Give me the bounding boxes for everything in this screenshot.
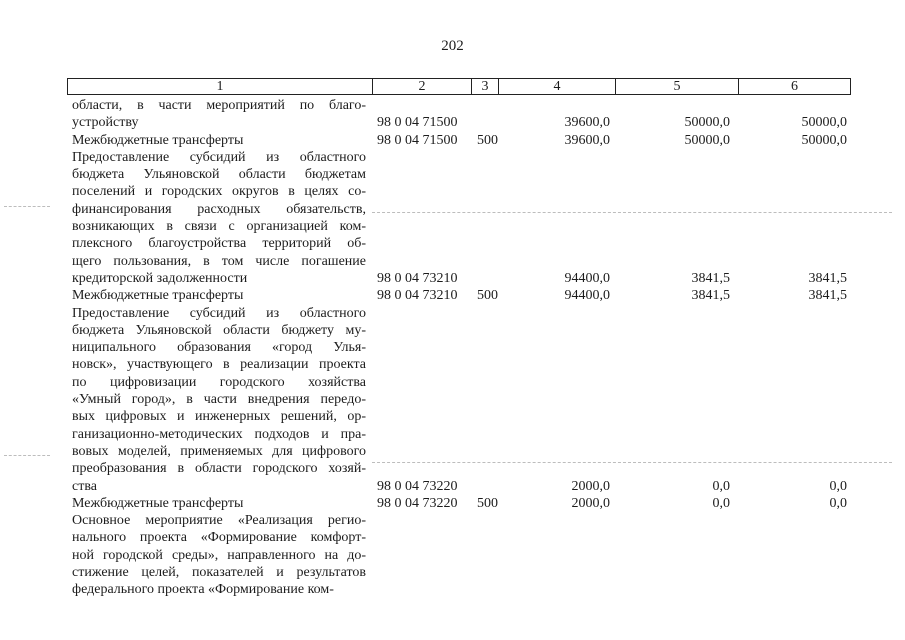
target-code: 98 0 04 73220	[377, 478, 458, 494]
target-code: 98 0 04 71500	[377, 115, 458, 131]
description-line: плексного благоустройства территорий об-	[72, 236, 366, 252]
amount-col-6: 0,0	[829, 478, 847, 494]
description-line: кредиторской задолженности	[72, 270, 248, 286]
scan-artifact-line	[372, 462, 892, 463]
amount-col-6: 50000,0	[801, 115, 847, 131]
description-line: устройству	[72, 115, 139, 131]
row-description	[72, 132, 366, 149]
row-description	[72, 287, 366, 304]
amount-col-4: 39600,0	[564, 132, 610, 148]
description-line: новск», участвующего в реализации проекта	[72, 357, 366, 373]
description-line: стижение целей, показателей и результатов	[72, 565, 366, 581]
description-line: Основное мероприятие «Реализация регио-	[72, 513, 366, 529]
description-line: Межбюджетные трансферты	[72, 132, 244, 148]
column-header-4: 4	[498, 79, 615, 94]
description-line: Межбюджетные трансферты	[72, 495, 244, 511]
column-header-3: 3	[471, 79, 498, 94]
amount-col-5: 50000,0	[684, 132, 730, 148]
description-line: Предоставление субсидий из областного	[72, 305, 366, 321]
row-description	[72, 512, 366, 598]
description-line: нального проекта «Формирование комфорт-	[72, 530, 366, 546]
table-header	[67, 78, 851, 95]
description-line: возникающих в связи с организацией ком-	[72, 219, 366, 235]
description-line: финансирования расходных обязательств,	[72, 201, 366, 217]
amount-col-4: 94400,0	[564, 270, 610, 286]
expense-type: 500	[477, 132, 498, 148]
page-number: 202	[441, 38, 464, 54]
target-code: 98 0 04 73210	[377, 270, 458, 286]
description-line: щего пользования, в том числе погашение	[72, 253, 366, 269]
description-line: Предоставление субсидий из областного	[72, 149, 366, 165]
amount-col-5: 0,0	[712, 495, 730, 511]
amount-col-5: 0,0	[712, 478, 730, 494]
description-line: бюджета Ульяновской области бюджетам	[72, 167, 366, 183]
amount-col-6: 0,0	[829, 495, 847, 511]
description-line: вых цифровых и инженерных решений, ор-	[72, 409, 366, 425]
amount-col-4: 94400,0	[564, 288, 610, 304]
amount-col-5: 50000,0	[684, 115, 730, 131]
description-line: преобразования в области городского хозяй-	[72, 461, 366, 477]
scan-artifact-line	[372, 212, 892, 213]
amount-col-6: 50000,0	[801, 132, 847, 148]
amount-col-4: 2000,0	[571, 495, 610, 511]
row-description	[72, 495, 366, 512]
amount-col-5: 3841,5	[691, 270, 730, 286]
description-line: ной городской среды», направленного на до-	[72, 547, 366, 563]
description-line: бюджета Ульяновской области бюджету му-	[72, 322, 366, 338]
description-line: вовых моделей, применяемых для цифрового	[72, 443, 366, 459]
scan-artifact-margin	[4, 455, 50, 456]
amount-col-4: 39600,0	[564, 115, 610, 131]
description-line: поселений и городских округов в целях со-	[72, 184, 366, 200]
expense-type: 500	[477, 495, 498, 511]
target-code: 98 0 04 71500	[377, 132, 458, 148]
description-line: «Умный город», в части внедрения передо-	[72, 392, 366, 408]
column-header-2: 2	[372, 79, 471, 94]
row-description	[72, 97, 366, 132]
target-code: 98 0 04 73210	[377, 288, 458, 304]
amount-col-6: 3841,5	[808, 270, 847, 286]
amount-col-5: 3841,5	[691, 288, 730, 304]
column-header-6: 6	[738, 79, 850, 94]
description-line: ства	[72, 478, 97, 494]
scan-artifact-margin	[4, 206, 50, 207]
amount-col-4: 2000,0	[571, 478, 610, 494]
expense-type: 500	[477, 288, 498, 304]
description-line: области, в части мероприятий по благо-	[72, 98, 366, 113]
amount-col-6: 3841,5	[808, 288, 847, 304]
description-line: ганизационно-методических подходов и пра-	[72, 426, 366, 442]
column-header-5: 5	[615, 79, 738, 94]
description-line: ниципального образования «город Улья-	[72, 340, 366, 356]
description-line: федерального проекта «Формирование ком-	[72, 582, 334, 598]
row-description	[72, 305, 366, 495]
target-code: 98 0 04 73220	[377, 495, 458, 511]
column-header-1: 1	[216, 79, 224, 94]
description-line: Межбюджетные трансферты	[72, 288, 244, 304]
row-description	[72, 149, 366, 287]
description-line: по цифровизации городского хозяйства	[72, 374, 366, 390]
